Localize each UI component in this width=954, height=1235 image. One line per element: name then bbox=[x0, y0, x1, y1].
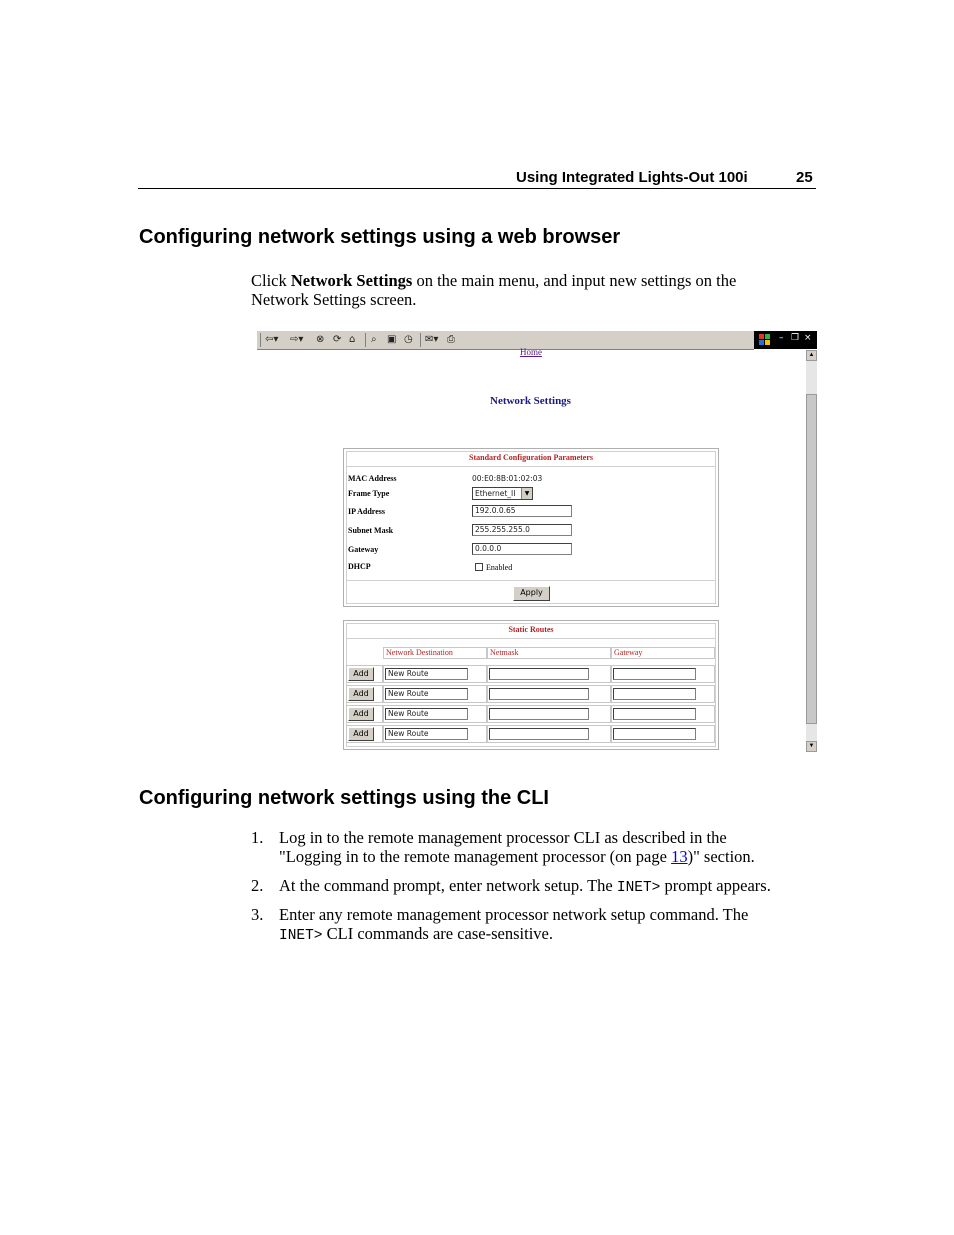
inet-prompt-code: INET> bbox=[279, 928, 323, 944]
running-header-title: Using Integrated Lights-Out 100i bbox=[516, 169, 748, 186]
header-rule bbox=[138, 188, 816, 189]
list-item bbox=[279, 828, 809, 866]
scroll-down-icon[interactable]: ▼ bbox=[806, 741, 817, 752]
list-item-text-prefix: At the command prompt, enter network setup. The bbox=[279, 876, 617, 895]
restore-icon[interactable]: ❐ bbox=[791, 333, 800, 343]
para-bold-network-settings: Network Settings bbox=[290, 271, 413, 290]
subnet-mask-label: Subnet Mask bbox=[348, 526, 394, 535]
para-prefix: Click bbox=[251, 271, 291, 290]
page-number: 25 bbox=[796, 169, 813, 186]
static-routes-title: Static Routes bbox=[508, 625, 554, 634]
gateway-label: Gateway bbox=[348, 545, 379, 554]
chevron-down-icon[interactable]: ▼ bbox=[521, 488, 532, 499]
subnet-mask-input[interactable]: 255.255.255.0 bbox=[472, 524, 572, 536]
route-netmask-input[interactable] bbox=[489, 688, 589, 700]
list-item-line-suffix: )" section. bbox=[687, 847, 755, 866]
section-heading-web-browser: Configuring network settings using a web browser bbox=[139, 226, 621, 248]
page-13-link[interactable]: 13 bbox=[671, 847, 688, 866]
minimize-icon[interactable]: – bbox=[779, 333, 784, 343]
panel-rule bbox=[346, 580, 716, 581]
route-netmask-input[interactable] bbox=[489, 728, 589, 740]
list-item-number: 2. bbox=[251, 876, 264, 895]
network-settings-title: Network Settings bbox=[490, 395, 571, 407]
list-item bbox=[279, 905, 809, 946]
panel-rule bbox=[346, 466, 716, 467]
toolbar-separator bbox=[260, 333, 261, 347]
list-item-line: Log in to the remote management processor CLI as described in the bbox=[279, 828, 727, 847]
frame-type-select[interactable] bbox=[472, 487, 533, 500]
standard-config-title: Standard Configuration Parameters bbox=[469, 453, 593, 462]
home-icon[interactable]: ⌂ bbox=[349, 334, 356, 345]
dhcp-enabled-label: Enabled bbox=[486, 563, 513, 572]
route-gateway-input[interactable] bbox=[613, 688, 696, 700]
list-item-number: 1. bbox=[251, 828, 264, 847]
column-header-gateway: Gateway bbox=[611, 647, 715, 659]
route-gateway-input[interactable] bbox=[613, 708, 696, 720]
apply-button[interactable]: Apply bbox=[513, 586, 550, 601]
section-heading-cli: Configuring network settings using the CLI bbox=[139, 787, 549, 809]
list-item-line-prefix: "Logging in to the remote management processor (on page bbox=[279, 847, 672, 866]
mail-icon[interactable]: ✉▾ bbox=[425, 334, 439, 345]
mac-address-value: 00:E0:8B:01:02:03 bbox=[472, 474, 543, 483]
intro-paragraph bbox=[251, 271, 791, 309]
para-line2: Network Settings screen. bbox=[251, 290, 417, 309]
dhcp-enabled-checkbox[interactable] bbox=[475, 563, 483, 571]
column-header-destination: Network Destination bbox=[383, 647, 487, 659]
window-controls bbox=[754, 331, 817, 349]
stop-icon[interactable]: ⊗ bbox=[316, 334, 325, 345]
list-item-number: 3. bbox=[251, 905, 264, 924]
route-netmask-input[interactable] bbox=[489, 668, 589, 680]
frame-type-value: Ethernet_II bbox=[475, 489, 516, 498]
list-item-line-suffix: CLI commands are case-sensitive. bbox=[322, 924, 553, 943]
para-line1-suffix: on the main menu, and input new settings on the bbox=[412, 271, 737, 290]
scroll-up-icon[interactable]: ▲ bbox=[806, 350, 817, 361]
standard-config-panel bbox=[343, 448, 719, 607]
mac-address-label: MAC Address bbox=[348, 474, 397, 483]
network-settings-screenshot bbox=[257, 331, 817, 752]
panel-rule bbox=[346, 638, 716, 639]
ip-address-input[interactable]: 192.0.0.65 bbox=[472, 505, 572, 517]
route-destination-input[interactable]: New Route bbox=[385, 708, 468, 720]
toolbar-separator bbox=[365, 333, 366, 347]
add-route-button[interactable]: Add bbox=[348, 687, 374, 701]
forward-icon[interactable]: ⇨▾ bbox=[290, 334, 304, 345]
vertical-scrollbar[interactable] bbox=[806, 350, 817, 752]
list-item-line: Enter any remote management processor network setup command. The bbox=[279, 905, 749, 924]
add-route-button[interactable]: Add bbox=[348, 727, 374, 741]
frame-type-label: Frame Type bbox=[348, 489, 390, 498]
static-routes-panel bbox=[343, 620, 719, 750]
route-gateway-input[interactable] bbox=[613, 668, 696, 680]
windows-logo-icon bbox=[759, 334, 771, 346]
inet-prompt-code: INET> bbox=[616, 880, 661, 896]
print-icon[interactable]: ⎙ bbox=[447, 334, 455, 345]
browser-toolbar bbox=[257, 331, 754, 350]
history-icon[interactable]: ◷ bbox=[404, 334, 413, 345]
dhcp-label: DHCP bbox=[348, 562, 371, 571]
route-destination-input[interactable]: New Route bbox=[385, 668, 468, 680]
route-gateway-input[interactable] bbox=[613, 728, 696, 740]
add-route-button[interactable]: Add bbox=[348, 707, 374, 721]
back-icon[interactable]: ⇦▾ bbox=[265, 334, 279, 345]
toolbar-separator bbox=[420, 333, 421, 347]
add-route-button[interactable]: Add bbox=[348, 667, 374, 681]
refresh-icon[interactable]: ⟳ bbox=[333, 334, 342, 345]
scroll-thumb[interactable] bbox=[806, 394, 817, 724]
route-destination-input[interactable]: New Route bbox=[385, 728, 468, 740]
list-item bbox=[279, 876, 809, 898]
home-link[interactable]: Home bbox=[520, 347, 542, 357]
ip-address-label: IP Address bbox=[348, 507, 385, 516]
close-icon[interactable]: × bbox=[804, 333, 812, 343]
column-header-netmask: Netmask bbox=[487, 647, 611, 659]
favorites-icon[interactable]: ▣ bbox=[387, 334, 397, 345]
search-icon[interactable]: ⌕ bbox=[371, 334, 377, 345]
route-netmask-input[interactable] bbox=[489, 708, 589, 720]
gateway-input[interactable]: 0.0.0.0 bbox=[472, 543, 572, 555]
list-item-text-suffix: prompt appears. bbox=[660, 876, 771, 895]
route-destination-input[interactable]: New Route bbox=[385, 688, 468, 700]
